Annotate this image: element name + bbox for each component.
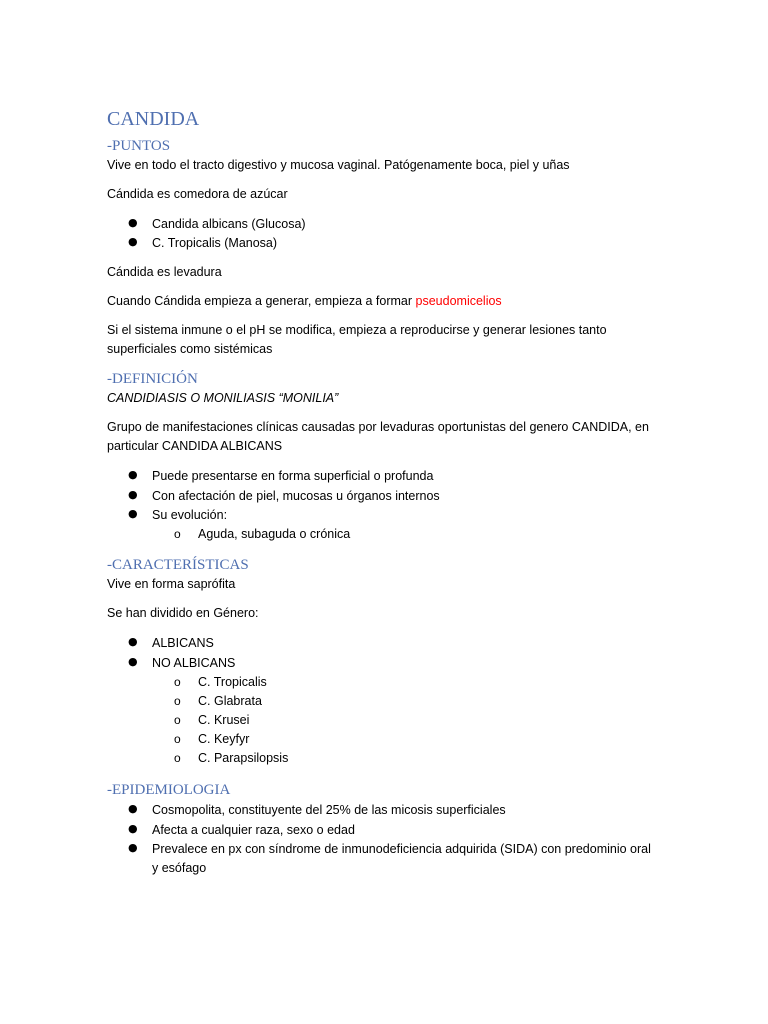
sub-list-item: C. Glabrata (198, 694, 262, 708)
definicion-paragraph-line-2: particular CANDIDA ALBICANS (107, 439, 283, 453)
list-item-continuation: y esófago (152, 861, 207, 875)
caracteristicas-paragraph-2: Se han dividido en Género: (107, 606, 259, 620)
document-title: CANDIDA (107, 108, 200, 130)
list-item: C. Tropicalis (Manosa) (152, 236, 278, 250)
puntos-paragraph-3: Cándida es levadura (107, 265, 222, 279)
bullet-dot: ● (128, 488, 138, 501)
definicion-paragraph-line-1: Grupo de manifestaciones clínicas causadas por levaduras oportunistas del genero CANDIDA, en (107, 420, 649, 434)
puntos-paragraph-4 (107, 293, 502, 309)
list-item: ALBICANS (152, 636, 214, 650)
sub-bullet-marker: o (174, 751, 181, 765)
highlighted-term: pseudomicelios (415, 294, 502, 308)
caracteristicas-paragraph-1: Vive en forma saprófita (107, 577, 236, 591)
heading-caracteristicas: -CARACTERÍSTICAS (107, 557, 249, 573)
heading-epidemiologia: -EPIDEMIOLOGIA (107, 782, 231, 798)
sub-bullet-marker: o (174, 675, 181, 689)
bullet-dot: ● (128, 235, 138, 248)
sub-list-item: Aguda, subaguda o crónica (198, 527, 351, 541)
paragraph-text: Cuando Cándida empieza a generar, empieza a formar (107, 294, 416, 308)
list-item: Su evolución: (152, 508, 228, 522)
bullet-dot: ● (128, 635, 138, 648)
list-item: Afecta a cualquier raza, sexo o edad (152, 823, 355, 837)
list-item: Con afectación de piel, mucosas u órganos internos (152, 489, 440, 503)
bullet-dot: ● (128, 802, 138, 815)
sub-bullet-marker: o (174, 732, 181, 746)
list-item: Cosmopolita, constituyente del 25% de las micosis superficiales (152, 803, 506, 817)
list-item: Puede presentarse en forma superficial o profunda (152, 469, 434, 483)
sub-list-item: C. Parapsilopsis (198, 751, 289, 765)
list-item: NO ALBICANS (152, 656, 236, 670)
sub-bullet-marker: o (174, 713, 181, 727)
list-item: Candida albicans (Glucosa) (152, 217, 306, 231)
puntos-paragraph-5-line-1: Si el sistema inmune o el pH se modifica, empieza a reproducirse y generar lesiones tanto (107, 323, 607, 337)
heading-puntos: -PUNTOS (107, 138, 171, 154)
bullet-dot: ● (128, 507, 138, 520)
sub-list-item: C. Keyfyr (198, 732, 250, 746)
puntos-paragraph-1: Vive en todo el tracto digestivo y mucosa vaginal. Patógenamente boca, piel y uñas (107, 158, 570, 172)
sub-bullet-marker: o (174, 694, 181, 708)
bullet-dot: ● (128, 655, 138, 668)
sub-list-item: C. Tropicalis (198, 675, 267, 689)
puntos-paragraph-5-line-2: superficiales como sistémicas (107, 342, 273, 356)
bullet-dot: ● (128, 216, 138, 229)
sub-list-item: C. Krusei (198, 713, 250, 727)
heading-definicion: -DEFINICIÓN (107, 371, 198, 387)
list-item: Prevalece en px con síndrome de inmunodeficiencia adquirida (SIDA) con predominio oral (152, 842, 651, 856)
definicion-italic-subtitle: CANDIDIASIS O MONILIASIS “MONILIA” (107, 391, 339, 405)
bullet-dot: ● (128, 822, 138, 835)
sub-bullet-marker: o (174, 527, 181, 541)
bullet-dot: ● (128, 841, 138, 854)
puntos-paragraph-2: Cándida es comedora de azúcar (107, 187, 288, 201)
bullet-dot: ● (128, 468, 138, 481)
